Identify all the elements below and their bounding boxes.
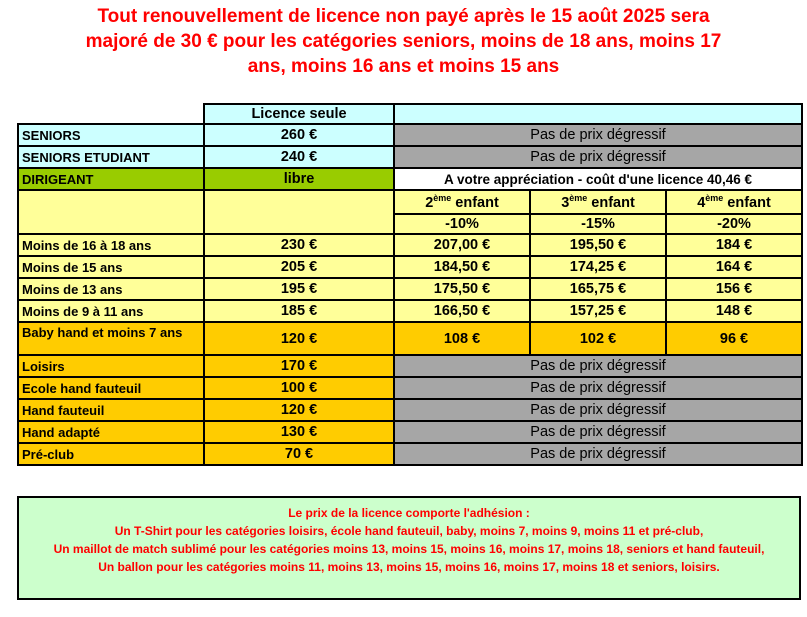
row-label: Ecole hand fauteuil <box>18 377 204 399</box>
title-line-3: ans, moins 16 ans et moins 15 ans <box>247 56 560 77</box>
table-row <box>18 377 802 399</box>
row-discount-4: 164 € <box>666 256 802 278</box>
row-discount-4: 96 € <box>666 322 802 355</box>
row-price: 170 € <box>204 355 394 377</box>
table-row <box>18 146 802 168</box>
row-price: 70 € <box>204 443 394 465</box>
row-price: 230 € <box>204 234 394 256</box>
table-row <box>18 278 802 300</box>
row-discount-2: 166,50 € <box>394 300 530 322</box>
table-row <box>18 234 802 256</box>
title-line-1: Tout renouvellement de licence non payé après le 15 août 2025 sera <box>97 6 710 27</box>
row-price: 240 € <box>204 146 394 168</box>
row-note: Pas de prix dégressif <box>394 443 802 465</box>
discount-pct-2: -10% <box>394 214 530 234</box>
row-label: DIRIGEANT <box>18 168 204 190</box>
discount-pct-3: -15% <box>530 214 666 234</box>
row-price: 195 € <box>204 278 394 300</box>
row-note: A votre appréciation - coût d'une licence 40,46 € <box>394 168 802 190</box>
note-line-3: Un maillot de match sublimé pour les catégories moins 13, moins 15, moins 16, moins 17, moins 18, seniors et hand fauteuil, <box>53 542 765 556</box>
table-row <box>18 256 802 278</box>
row-price: 205 € <box>204 256 394 278</box>
row-discount-3: 195,50 € <box>530 234 666 256</box>
row-label: SENIORS <box>18 124 204 146</box>
row-label: SENIORS ETUDIANT <box>18 146 204 168</box>
row-discount-3: 165,75 € <box>530 278 666 300</box>
discount-header-3: 3ème enfant <box>530 190 666 214</box>
row-label: Hand adapté <box>18 421 204 443</box>
row-label: Moins de 16 à 18 ans <box>18 234 204 256</box>
row-discount-4: 156 € <box>666 278 802 300</box>
row-note: Pas de prix dégressif <box>394 355 802 377</box>
adhesion-note <box>17 496 801 600</box>
row-discount-2: 184,50 € <box>394 256 530 278</box>
row-note: Pas de prix dégressif <box>394 377 802 399</box>
row-discount-3: 157,25 € <box>530 300 666 322</box>
row-price: 100 € <box>204 377 394 399</box>
row-label: Pré-club <box>18 443 204 465</box>
table-row <box>18 399 802 421</box>
row-price: libre <box>204 168 394 190</box>
row-note: Pas de prix dégressif <box>394 399 802 421</box>
row-discount-2: 108 € <box>394 322 530 355</box>
table-row <box>18 443 802 465</box>
page-title <box>0 4 807 79</box>
header-empty <box>394 104 802 124</box>
row-price: 185 € <box>204 300 394 322</box>
row-note: Pas de prix dégressif <box>394 146 802 168</box>
price-table <box>17 103 803 466</box>
discount-header-2: 2ème enfant <box>394 190 530 214</box>
row-discount-3: 102 € <box>530 322 666 355</box>
discount-pct-4: -20% <box>666 214 802 234</box>
title-line-2: majoré de 30 € pour les catégories seniors, moins de 18 ans, moins 17 <box>85 31 722 52</box>
row-discount-3: 174,25 € <box>530 256 666 278</box>
row-label: Moins de 9 à 11 ans <box>18 300 204 322</box>
row-discount-2: 175,50 € <box>394 278 530 300</box>
note-line-4: Un ballon pour les catégories moins 11, moins 13, moins 15, moins 16, moins 17, moins 18 et seniors, loisirs. <box>98 560 720 574</box>
row-label: Baby hand et moins 7 ans <box>18 322 204 355</box>
table-row <box>18 124 802 146</box>
row-price: 260 € <box>204 124 394 146</box>
table-row <box>18 168 802 190</box>
row-discount-2: 207,00 € <box>394 234 530 256</box>
table-row <box>18 421 802 443</box>
row-price: 120 € <box>204 399 394 421</box>
table-row <box>18 322 802 355</box>
discount-header-row <box>18 190 802 214</box>
table-row <box>18 300 802 322</box>
table-header-row <box>18 104 802 124</box>
row-note: Pas de prix dégressif <box>394 124 802 146</box>
header-licence-seule: Licence seule <box>204 104 394 124</box>
row-discount-4: 184 € <box>666 234 802 256</box>
discount-header-4: 4ème enfant <box>666 190 802 214</box>
note-line-2: Un T-Shirt pour les catégories loisirs, école hand fauteuil, baby, moins 7, moins 9, moins 11 et pré-club, <box>114 524 704 538</box>
note-line-1: Le prix de la licence comporte l'adhésion : <box>288 506 530 520</box>
discount-header-blank <box>204 190 394 234</box>
row-label: Hand fauteuil <box>18 399 204 421</box>
row-price: 120 € <box>204 322 394 355</box>
row-note: Pas de prix dégressif <box>394 421 802 443</box>
discount-header-blank <box>18 190 204 234</box>
row-label: Moins de 13 ans <box>18 278 204 300</box>
row-discount-4: 148 € <box>666 300 802 322</box>
row-label: Moins de 15 ans <box>18 256 204 278</box>
row-price: 130 € <box>204 421 394 443</box>
table-row <box>18 355 802 377</box>
row-label: Loisirs <box>18 355 204 377</box>
